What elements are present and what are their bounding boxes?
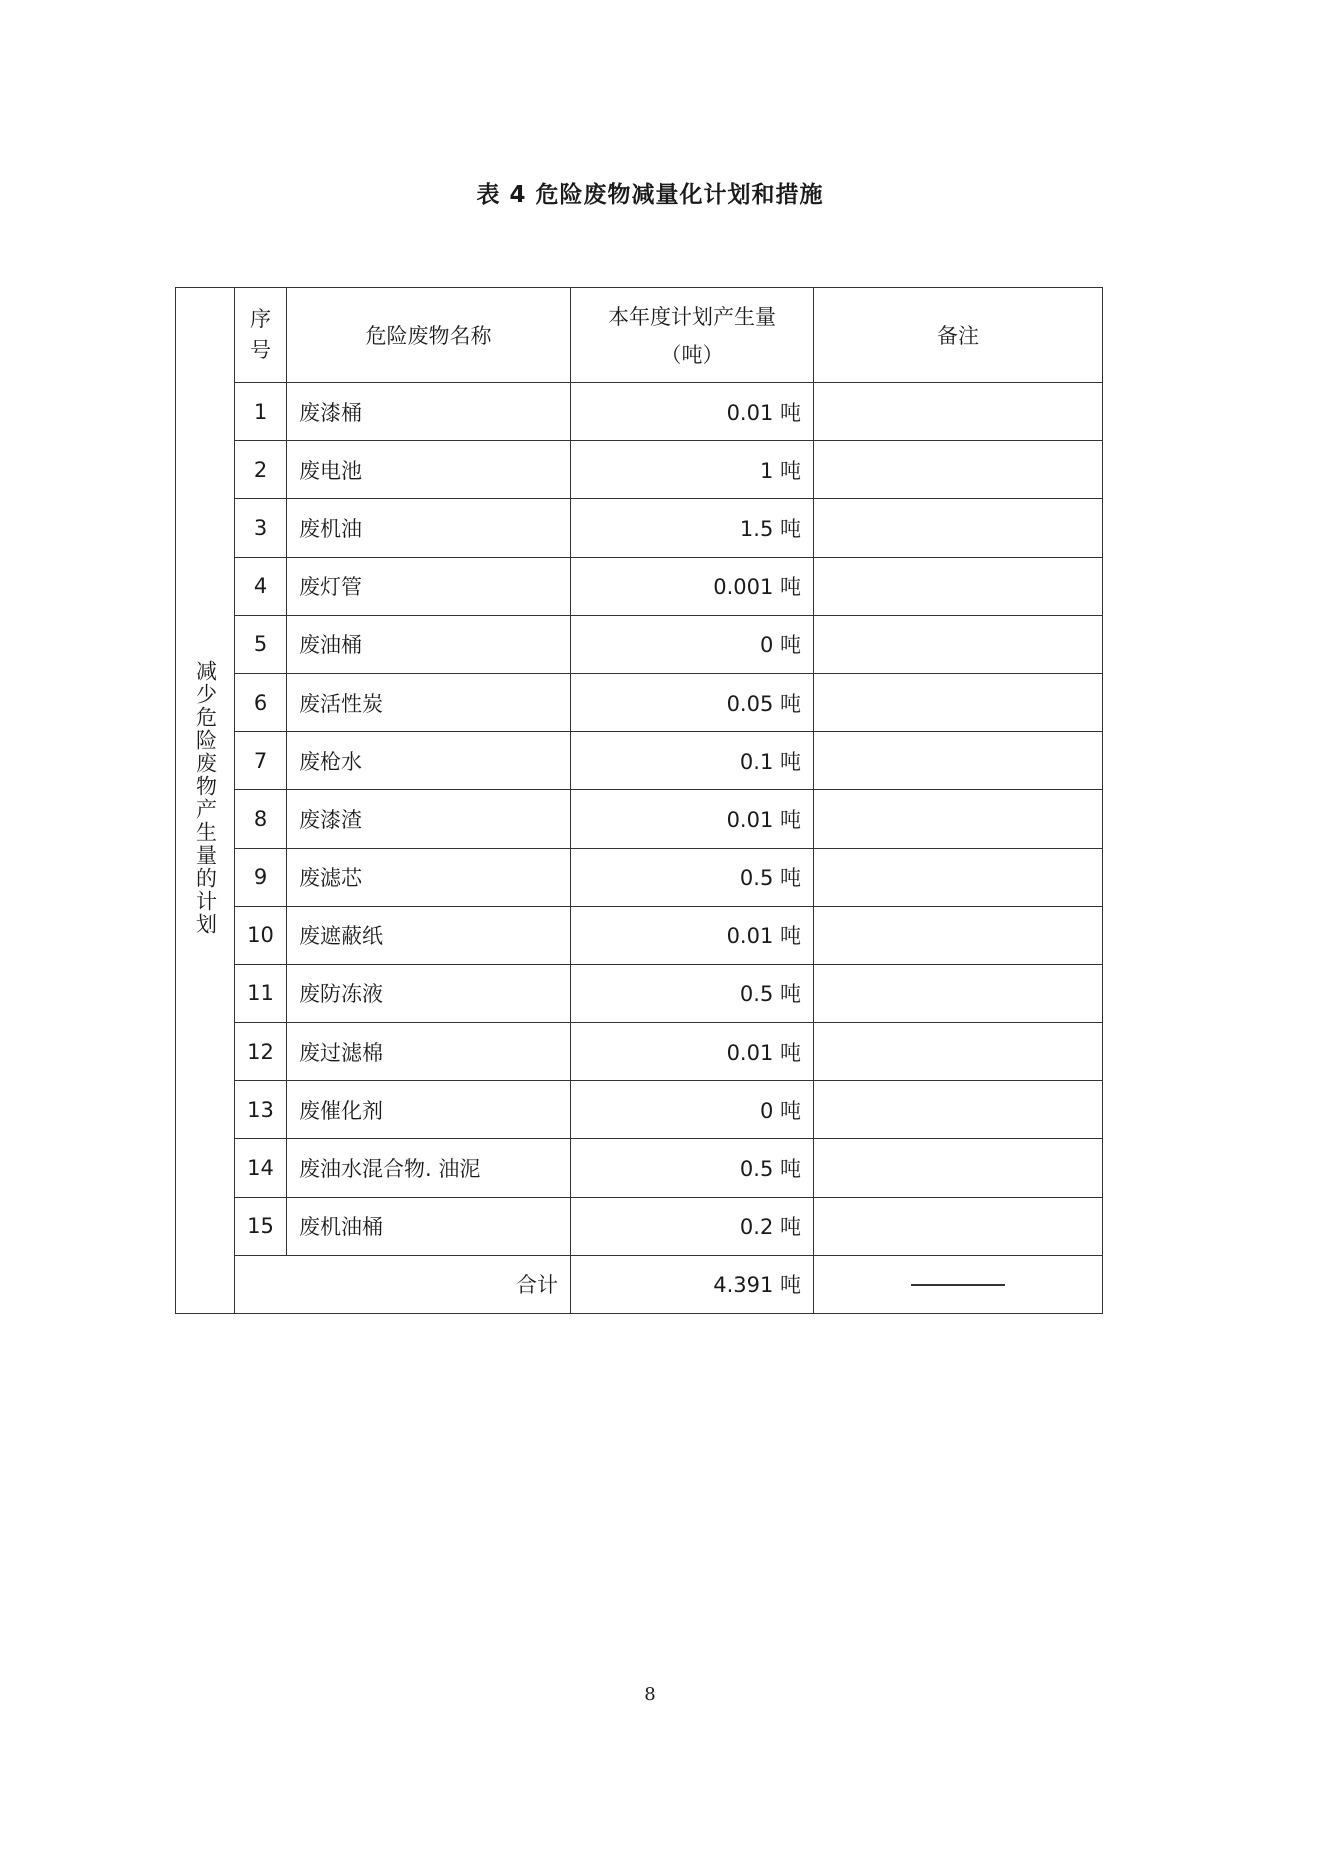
row-name: 废机油桶 xyxy=(287,1197,571,1255)
row-no: 14 xyxy=(235,1139,287,1197)
row-qty: 0.5 吨 xyxy=(571,964,814,1022)
table-row xyxy=(176,673,1103,731)
page-title: 表 4 危险废物减量化计划和措施 xyxy=(476,182,824,208)
row-name: 废枪水 xyxy=(287,732,571,790)
row-qty: 0.01 吨 xyxy=(571,383,814,441)
table-row xyxy=(176,499,1103,557)
row-note xyxy=(814,557,1103,615)
header-qty-line1: 本年度计划产生量 xyxy=(608,305,776,329)
total-row xyxy=(176,1255,1103,1313)
row-no: 7 xyxy=(235,732,287,790)
row-no: 1 xyxy=(235,383,287,441)
row-qty: 0 吨 xyxy=(571,1081,814,1139)
row-qty: 0.05 吨 xyxy=(571,673,814,731)
row-qty: 0.01 吨 xyxy=(571,790,814,848)
row-name: 废漆桶 xyxy=(287,383,571,441)
row-note xyxy=(814,964,1103,1022)
row-no: 2 xyxy=(235,441,287,499)
row-note xyxy=(814,673,1103,731)
table-row xyxy=(176,1139,1103,1197)
row-name: 废灯管 xyxy=(287,557,571,615)
row-no: 3 xyxy=(235,499,287,557)
table-row xyxy=(176,383,1103,441)
table-row xyxy=(176,964,1103,1022)
waste-reduction-table xyxy=(175,287,1103,1314)
row-no: 13 xyxy=(235,1081,287,1139)
row-note xyxy=(814,1023,1103,1081)
row-name: 废滤芯 xyxy=(287,848,571,906)
row-name: 废过滤棉 xyxy=(287,1023,571,1081)
total-note xyxy=(814,1255,1103,1313)
table-row xyxy=(176,790,1103,848)
row-no: 5 xyxy=(235,615,287,673)
header-note: 备注 xyxy=(814,288,1103,383)
dash-line xyxy=(911,1284,1005,1286)
row-qty: 0.2 吨 xyxy=(571,1197,814,1255)
row-note xyxy=(814,906,1103,964)
row-qty: 0.5 吨 xyxy=(571,848,814,906)
row-qty: 1 吨 xyxy=(571,441,814,499)
row-no: 11 xyxy=(235,964,287,1022)
table-row xyxy=(176,441,1103,499)
row-qty: 0 吨 xyxy=(571,615,814,673)
table-row xyxy=(176,1023,1103,1081)
row-name: 废漆渣 xyxy=(287,790,571,848)
row-no: 12 xyxy=(235,1023,287,1081)
table-row xyxy=(176,615,1103,673)
row-note xyxy=(814,790,1103,848)
header-no xyxy=(235,288,287,383)
row-name: 废催化剂 xyxy=(287,1081,571,1139)
row-note xyxy=(814,848,1103,906)
row-note xyxy=(814,499,1103,557)
row-no: 15 xyxy=(235,1197,287,1255)
row-note xyxy=(814,383,1103,441)
header-name: 危险废物名称 xyxy=(287,288,571,383)
row-name: 废油桶 xyxy=(287,615,571,673)
row-no: 6 xyxy=(235,673,287,731)
table-row xyxy=(176,1197,1103,1255)
row-name: 废机油 xyxy=(287,499,571,557)
table-row xyxy=(176,557,1103,615)
table-row xyxy=(176,1081,1103,1139)
table-row xyxy=(176,732,1103,790)
table-row xyxy=(176,848,1103,906)
table-row xyxy=(176,906,1103,964)
table-header-row xyxy=(176,288,1103,383)
row-note xyxy=(814,732,1103,790)
row-note xyxy=(814,615,1103,673)
row-no: 8 xyxy=(235,790,287,848)
page-number: 8 xyxy=(644,1684,656,1705)
row-name: 废油水混合物. 油泥 xyxy=(287,1139,571,1197)
row-name: 废活性炭 xyxy=(287,673,571,731)
side-label-text: 减少危险废物产生量的计划 xyxy=(193,660,218,936)
row-note xyxy=(814,1139,1103,1197)
header-no-text: 序号 xyxy=(250,306,271,362)
row-qty: 0.5 吨 xyxy=(571,1139,814,1197)
row-note xyxy=(814,441,1103,499)
header-qty-line2: （吨） xyxy=(660,343,724,367)
row-qty: 0.1 吨 xyxy=(571,732,814,790)
row-name: 废电池 xyxy=(287,441,571,499)
row-name: 废防冻液 xyxy=(287,964,571,1022)
header-qty xyxy=(571,288,814,383)
row-qty: 0.001 吨 xyxy=(571,557,814,615)
row-no: 10 xyxy=(235,906,287,964)
row-no: 4 xyxy=(235,557,287,615)
row-qty: 1.5 吨 xyxy=(571,499,814,557)
row-name: 废遮蔽纸 xyxy=(287,906,571,964)
row-qty: 0.01 吨 xyxy=(571,1023,814,1081)
row-note xyxy=(814,1197,1103,1255)
row-no: 9 xyxy=(235,848,287,906)
row-qty: 0.01 吨 xyxy=(571,906,814,964)
total-qty: 4.391 吨 xyxy=(571,1255,814,1313)
side-label-cell xyxy=(176,288,235,1314)
total-label: 合计 xyxy=(235,1255,571,1313)
row-note xyxy=(814,1081,1103,1139)
